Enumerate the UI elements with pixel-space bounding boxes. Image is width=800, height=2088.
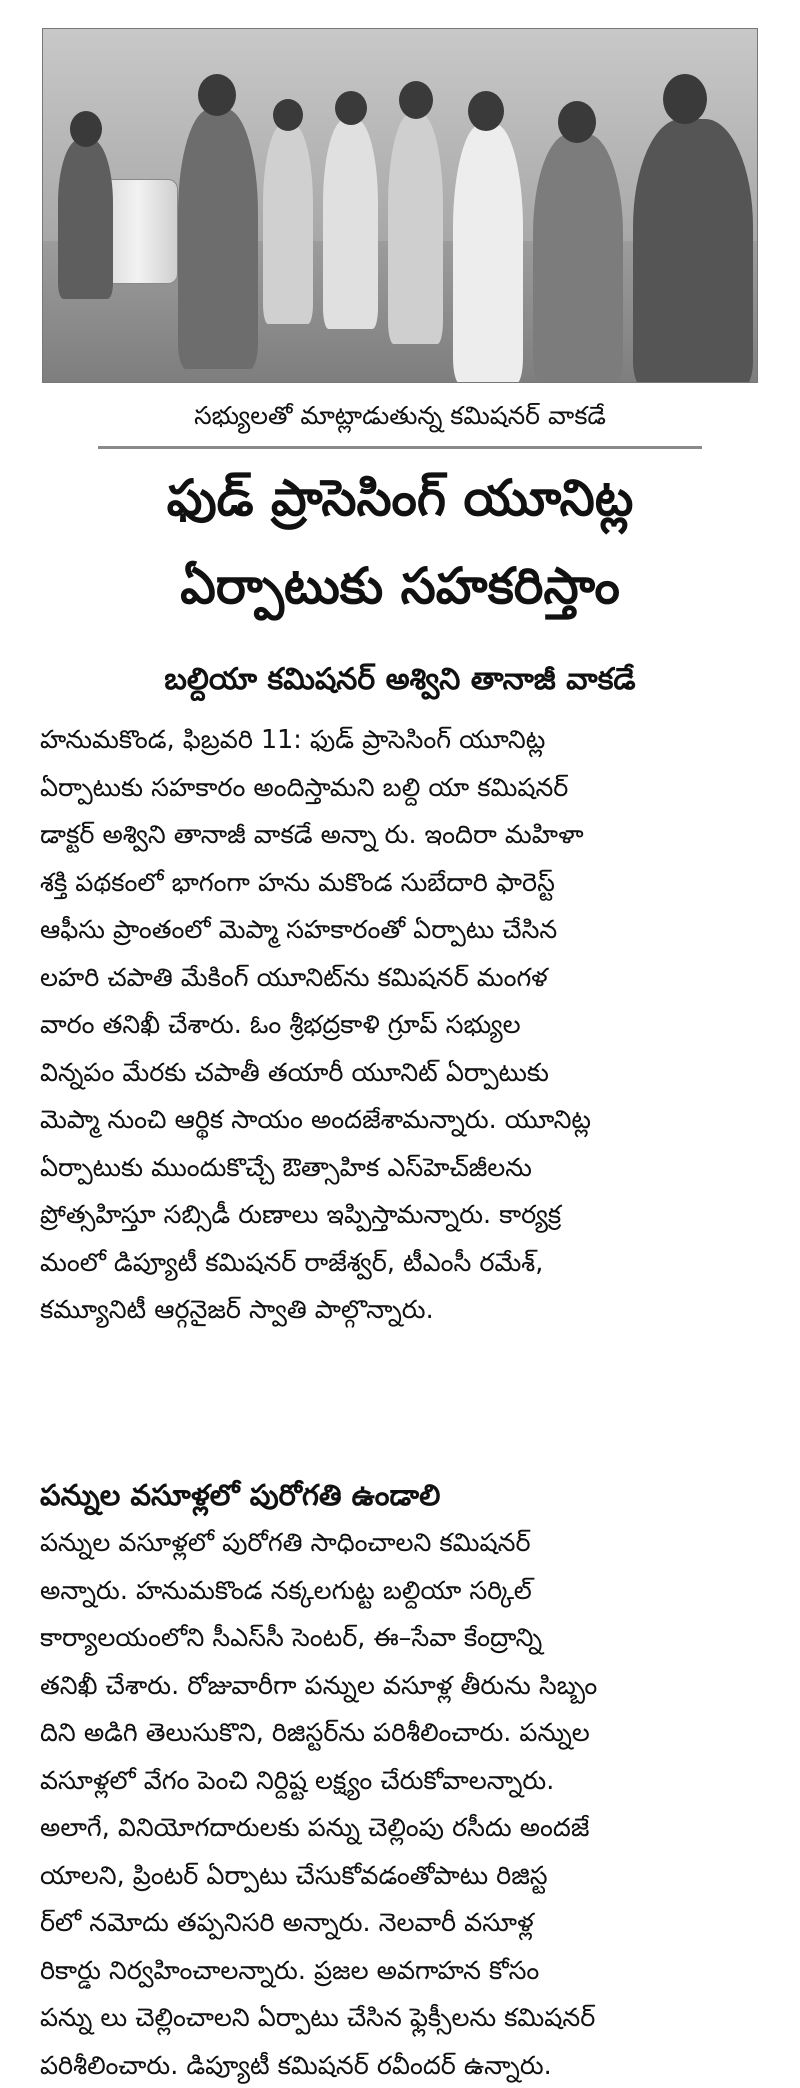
article-line: దిని అడిగి తెలుసుకొని, రిజిస్టర్‌ను పరిశీలించారు. పన్నుల bbox=[40, 1717, 590, 1747]
article-paragraph-1 bbox=[40, 716, 760, 1334]
article-line: ఏర్పాటుకు ముందుకొచ్చే ఔత్సాహిక ఎస్‌హెచ్‌జీలను bbox=[40, 1151, 532, 1182]
photo-person-head bbox=[273, 99, 303, 131]
article-line: తనిఖీ చేశారు. రోజువారీగా పన్నుల వసూళ్ల తీరును సిబ్బం bbox=[40, 1669, 598, 1700]
article-line: అన్నారు. హనుమకొండ నక్కలగుట్ట బల్దియా సర్కిల్ bbox=[40, 1574, 532, 1605]
photo-person bbox=[633, 119, 753, 383]
headline-line-1: ఫుడ్ ప్రాసెసింగ్ యూనిట్ల bbox=[166, 469, 634, 527]
article-line: వసూళ్లలో వేగం పెంచి నిర్దిష్ట లక్ష్యం చేరుకోవాలన్నారు. bbox=[40, 1764, 555, 1795]
article-line: ప్రోత్సహిస్తూ సబ్సిడీ రుణాలు ఇప్పిస్తామన్నారు. కార్యక్ర bbox=[40, 1199, 562, 1229]
photo-person-head bbox=[198, 74, 236, 116]
photo-person bbox=[323, 119, 378, 329]
photo-caption: సభ్యులతో మాట్లాడుతున్న కమిషనర్ వాకడే bbox=[194, 401, 606, 430]
subheadline: బల్దియా కమిషనర్ అశ్విని తానాజీ వాకడే bbox=[164, 662, 636, 697]
photo-person bbox=[533, 134, 623, 383]
headline-line-2: ఏర్పాటుకు సహకరిస్తాం bbox=[180, 557, 620, 615]
article-line: రికార్డు నిర్వహించాలన్నారు. ప్రజల అవగాహన కోసం bbox=[40, 1954, 540, 1985]
article-line: అలాగే, వినియోగదారులకు పన్ను చెల్లింపు రసీదు అందజే bbox=[40, 1812, 590, 1842]
photo-person bbox=[388, 114, 443, 344]
article-line: కమ్యూనిటీ ఆర్గనైజర్ స్వాతి పాల్గొన్నారు. bbox=[40, 1294, 434, 1324]
article-line: మెప్మా నుంచి ఆర్థిక సాయం అందజేశామన్నారు. యూనిట్ల bbox=[40, 1104, 592, 1134]
article-line: ఆఫీసు ప్రాంతంలో మెప్మా సహకారంతో ఏర్పాటు చేసిన bbox=[40, 914, 558, 944]
photo-person-head bbox=[70, 111, 102, 147]
article-line: ఏర్పాటుకు సహకారం అందిస్తామని బల్ది యా కమిషనర్ bbox=[40, 771, 569, 802]
photo-person-head bbox=[335, 91, 367, 125]
article-line: లహరి చపాతి మేకింగ్ యూనిట్‌ను కమిషనర్ మంగళ bbox=[40, 961, 548, 992]
photo-person-head bbox=[468, 91, 504, 131]
caption-divider bbox=[98, 446, 702, 449]
photo-person bbox=[263, 124, 313, 324]
news-photo bbox=[42, 28, 758, 383]
photo-person bbox=[453, 124, 523, 383]
photo-person bbox=[58, 139, 113, 299]
article-line: పన్నుల వసూళ్లలో పురోగతి సాధించాలని కమిషనర్ bbox=[40, 1527, 531, 1557]
article-line: విన్నపం మేరకు చపాతీ తయారీ యూనిట్ ఏర్పాటుకు bbox=[40, 1056, 549, 1087]
photo-person bbox=[178, 109, 258, 369]
article-line: హనుమకొండ, ఫిబ్రవరి 11: ఫుడ్ ప్రాసెసింగ్ యూనిట్ల bbox=[40, 724, 546, 754]
article-line: పన్ను లు చెల్లించాలని ఏర్పాటు చేసిన ఫ్లెక్సీలను కమిషనర్ bbox=[40, 2002, 596, 2032]
article-line: యాలని, ప్రింటర్ ఏర్పాటు చేసుకోవడంతోపాటు రిజిస్ట bbox=[40, 1859, 548, 1890]
article-line: ర్‌లో నమోదు తప్పనిసరి అన్నారు. నెలవారీ వసూళ్ల bbox=[40, 1907, 534, 1937]
article-line: శక్తి పథకంలో భాగంగా హను మకొండ సుబేదారి ఫారెస్ట్ bbox=[40, 866, 555, 897]
article-line: వారం తనిఖీ చేశారు. ఓం శ్రీభద్రకాళి గ్రూప్ సభ్యుల bbox=[40, 1009, 521, 1039]
article-line: డాక్టర్ అశ్విని తానాజీ వాకడే అన్నా రు. ఇందిరా మహిళా bbox=[40, 819, 584, 849]
photo-person-head bbox=[399, 81, 433, 119]
photo-person-head bbox=[558, 101, 596, 143]
photo-person-head bbox=[663, 74, 707, 124]
section-heading: పన్నుల వసూళ్లలో పురోగతి ఉండాలి bbox=[40, 1478, 441, 1512]
article-line: కార్యాలయంలోని సీఎస్‌సీ సెంటర్, ఈ–సేవా కేంద్రాన్ని bbox=[40, 1622, 543, 1652]
article-paragraph-2 bbox=[40, 1519, 760, 2088]
article-line: పరిశీలించారు. డిప్యూటీ కమిషనర్ రవీందర్ ఉన్నారు. bbox=[40, 2049, 552, 2080]
article-line: మంలో డిప్యూటీ కమిషనర్ రాజేశ్వర్, టీఎంసీ రమేశ్, bbox=[40, 1246, 544, 1277]
